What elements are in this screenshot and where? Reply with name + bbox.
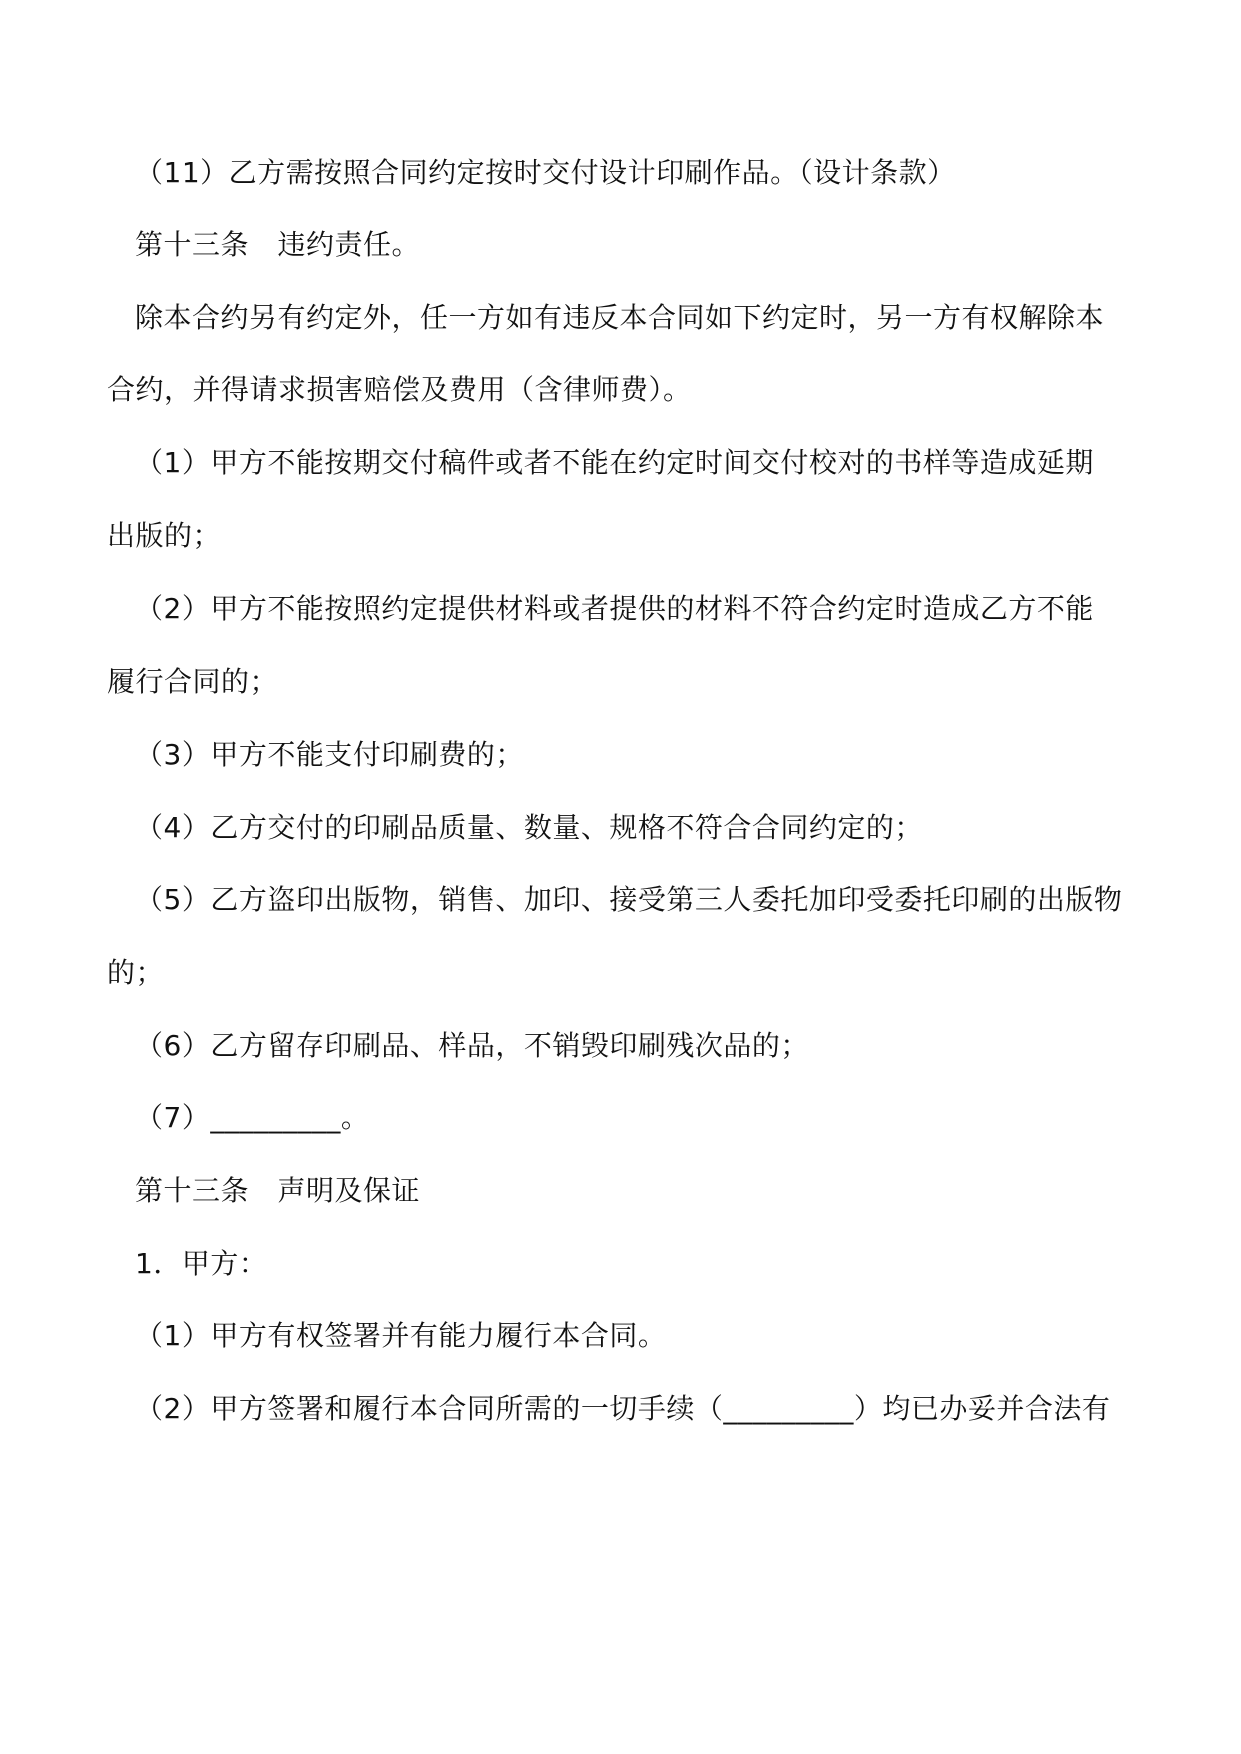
party-a-heading: 1．甲方： — [135, 1247, 268, 1280]
breach-item-3: （3）甲方不能支付印刷费的； — [135, 738, 524, 771]
breach-paragraph-line-1: 除本合约另有约定外，任一方如有违反本合同如下约定时，另一方有权解除本 — [135, 301, 1105, 334]
breach-item-7: （7）_________。 — [135, 1101, 370, 1134]
breach-item-4: （4）乙方交付的印刷品质量、数量、规格不符合合同约定的； — [135, 811, 923, 844]
breach-item-6: （6）乙方留存印刷品、样品，不销毁印刷残次品的； — [135, 1029, 809, 1062]
breach-item-5-line-1: （5）乙方盗印出版物，销售、加印、接受第三人委托加印受委托印刷的出版物 — [135, 883, 1123, 916]
breach-paragraph-line-2: 合约，并得请求损害赔偿及费用（含律师费）。 — [107, 373, 692, 406]
breach-item-5-line-2: 的； — [107, 956, 165, 989]
breach-item-1-line-1: （1）甲方不能按期交付稿件或者不能在约定时间交付校对的书样等造成延期 — [135, 446, 1094, 479]
clause-11-design: （11）乙方需按照合同约定按时交付设计印刷作品。（设计条款） — [135, 156, 956, 189]
declarations-heading: 第十三条 声明及保证 — [135, 1174, 421, 1207]
party-a-item-2: （2）甲方签署和履行本合同所需的一切手续（_________）均已办妥并合法有 — [135, 1392, 1111, 1425]
article-13-heading: 第十三条 违约责任。 — [135, 228, 421, 261]
breach-item-2-line-1: （2）甲方不能按照约定提供材料或者提供的材料不符合约定时造成乙方不能 — [135, 592, 1094, 625]
breach-item-2-line-2: 履行合同的； — [107, 665, 279, 698]
party-a-item-1: （1）甲方有权签署并有能力履行本合同。 — [135, 1319, 667, 1352]
breach-item-1-line-2: 出版的； — [107, 519, 222, 552]
